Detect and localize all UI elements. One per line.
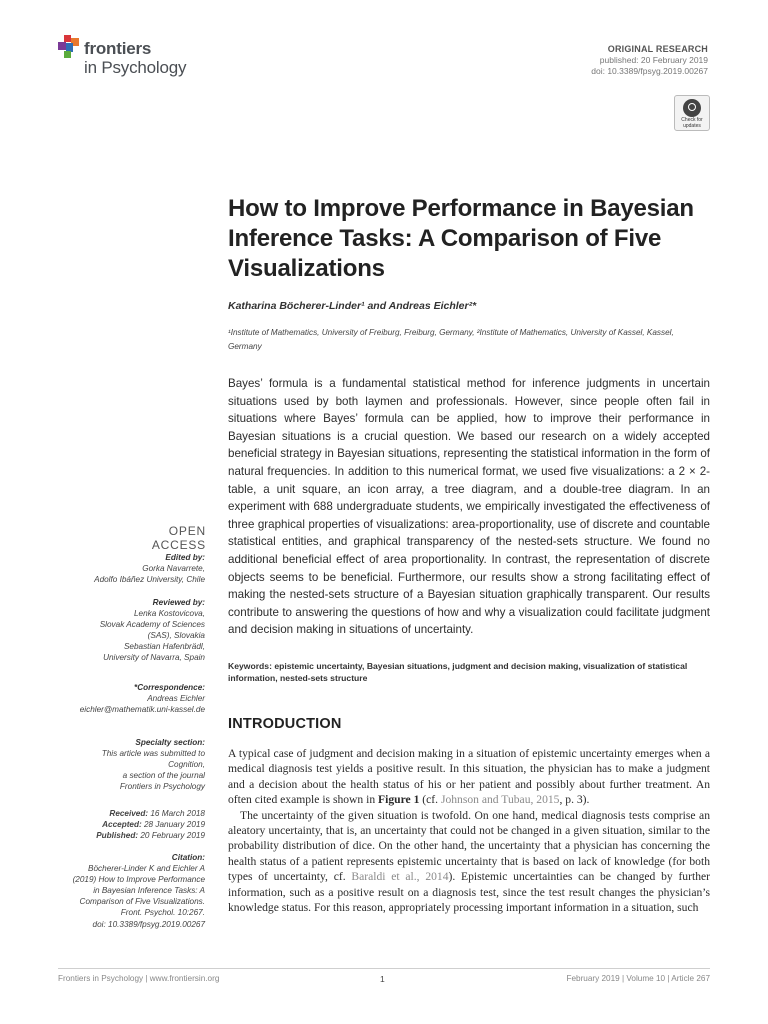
citation-line: Böcherer-Linder K and Eichler A [88, 864, 205, 874]
reviewed-by-heading: Reviewed by: [152, 598, 205, 607]
journal-logo [58, 33, 208, 81]
editor-affiliation: Adolfo Ibáñez University, Chile [94, 575, 205, 585]
correspondence-heading: *Correspondence: [134, 683, 205, 692]
correspondence-email[interactable]: eichler@mathematik.uni-kassel.de [79, 705, 205, 715]
citation-block [50, 852, 205, 930]
specialty-line: a section of the journal [122, 771, 205, 781]
frontiers-logo-icon [58, 35, 80, 57]
citation-line: Comparison of Five Visualizations. [79, 897, 205, 907]
citation-line: Front. Psychol. 10:267. [120, 908, 205, 918]
reviewed-by-block [50, 597, 205, 664]
reviewer-line: (SAS), Slovakia [147, 631, 205, 641]
citation-heading: Citation: [171, 853, 205, 862]
badge-label-2: updates [683, 122, 701, 129]
specialty-heading: Specialty section: [135, 738, 205, 747]
section-heading-introduction: INTRODUCTION [228, 716, 342, 732]
edited-by-block [50, 552, 205, 585]
figure-link[interactable]: Figure 1 [378, 793, 420, 807]
specialty-line: This article was submitted to [101, 749, 205, 759]
article-meta [591, 44, 708, 77]
badge-label-1: Check for [681, 117, 703, 123]
citation-link[interactable]: Johnson and Tubau, 2015 [440, 793, 560, 807]
check-updates-icon [683, 99, 701, 117]
citation-line: (2019) How to Improve Performance [72, 875, 205, 885]
paragraph: A typical case of judgment and decision making in a situation of epistemic uncertainty emerges when a medical diagnosis test yields a positive result. In this situation, the physician has to make a judgment and a decision about the health status of his or her patient and possibly about further treatment. An often cited example is shown in Figure 1 (cf. Johnson and Tubau, 2015, p. 3). [228, 747, 710, 807]
edited-by-heading: Edited by: [165, 553, 205, 562]
citation-link[interactable]: Baraldi et al., 2014 [351, 870, 449, 884]
reviewer-line: Slovak Academy of Sciences [99, 620, 205, 630]
article-type: ORIGINAL RESEARCH [607, 44, 708, 54]
author-list: Katharina Böcherer-Linder¹ and Andreas Eichler²* [228, 300, 477, 312]
published-date: published: 20 February 2019 [599, 55, 708, 65]
body-text [228, 746, 710, 915]
dates-block [50, 808, 205, 841]
keywords: Keywords: epistemic uncertainty, Bayesian situations, judgment and decision making, visualization of statistical information, nested-sets structure [228, 661, 688, 683]
footer-issue: February 2019 | Volume 10 | Article 267 [566, 974, 710, 983]
citation-doi[interactable]: doi: 10.3389/fpsyg.2019.00267 [92, 919, 205, 929]
affiliations: ¹Institute of Mathematics, University of Freiburg, Freiburg, Germany, ²Institute of Mathematics, University of Kassel, Kassel, Germany [228, 328, 674, 351]
check-for-updates-badge[interactable] [674, 95, 710, 131]
correspondence-name: Andreas Eichler [147, 694, 205, 704]
specialty-line: Frontiers in Psychology [119, 782, 205, 792]
accepted-date: Accepted: 28 January 2019 [102, 820, 205, 830]
received-date: Received: 16 March 2018 [109, 809, 205, 818]
article-title: How to Improve Performance in Bayesian Inference Tasks: A Comparison of Five Visualizations [228, 195, 694, 282]
reviewer-line: Lenka Kostovicova, [133, 609, 205, 619]
footer-journal[interactable]: Frontiers in Psychology | www.frontiersin.org [58, 974, 220, 983]
specialty-line: Cognition, [168, 760, 205, 770]
editor-name: Gorka Navarrete, [142, 564, 205, 574]
footer-divider [58, 968, 710, 969]
reviewer-line: Sebastian Hafenbrädl, [123, 642, 205, 652]
published-date-side: Published: 20 February 2019 [96, 831, 205, 841]
logo-text-frontiers: frontiers [84, 39, 152, 58]
abstract: Bayes’ formula is a fundamental statistical method for inference judgments in uncertain situations used by both laymen and professionals. However, since people often fail in situations where Bayes’ formula can be applied, how to improve their performance in Bayesian situations is a crucial question. We based our research on a widely accepted beneficial strategy in Bayesian situations, representing the statistical information in the form of natural frequencies. In addition to this numerical format, we used five visualizations: a 2 × 2-table, a unit square, an icon array, a tree diagram, and a double-tree diagram. In an experiment with 688 undergraduate students, we empirically investigated the effectiveness of three graphical properties of visualizations: area-proportionality, use of discrete and countable statistical entities, and graphical transparency of the nested-sets structure. We found no additional beneficial effect of area proportionality. In contrast, the representation of discrete objects seems to be beneficial. Furthermore, our results show a strong facilitating effect of making the nested-sets structure of a Bayesian situation graphically transparent. Our results contribute to answering the questions of how and why a visualization could facilitate judgment and decision making in situations of uncertainty. [228, 377, 710, 637]
citation-line: in Bayesian Inference Tasks: A [93, 886, 205, 896]
correspondence-block [50, 682, 205, 715]
logo-text-journal: in Psychology [84, 58, 187, 77]
open-access-label: OPEN ACCESS [151, 524, 206, 552]
reviewer-line: University of Navarra, Spain [103, 653, 205, 663]
article-doi[interactable]: doi: 10.3389/fpsyg.2019.00267 [591, 66, 708, 76]
page-number: 1 [380, 974, 385, 984]
paragraph: The uncertainty of the given situation is twofold. On one hand, medical diagnosis tests comprise an aleatory uncertainty, that is, an uncertainty that could not be changed in a given situation, similar to the probability distribution of dice. On the other hand, the uncertainty that a physician has concerning the health status of a patient represents epistemic uncertainty that is based on lack of knowledge (for both types of uncertainty, cf. Baraldi et al., 2014). Epistemic uncertainties can be changed by further information, such as a positive result on a diagnosis test, since the test result changes the physician’s knowledge status. For this reason, appropriately processing important information in a situation, such [228, 808, 710, 915]
specialty-section-block [50, 737, 205, 792]
